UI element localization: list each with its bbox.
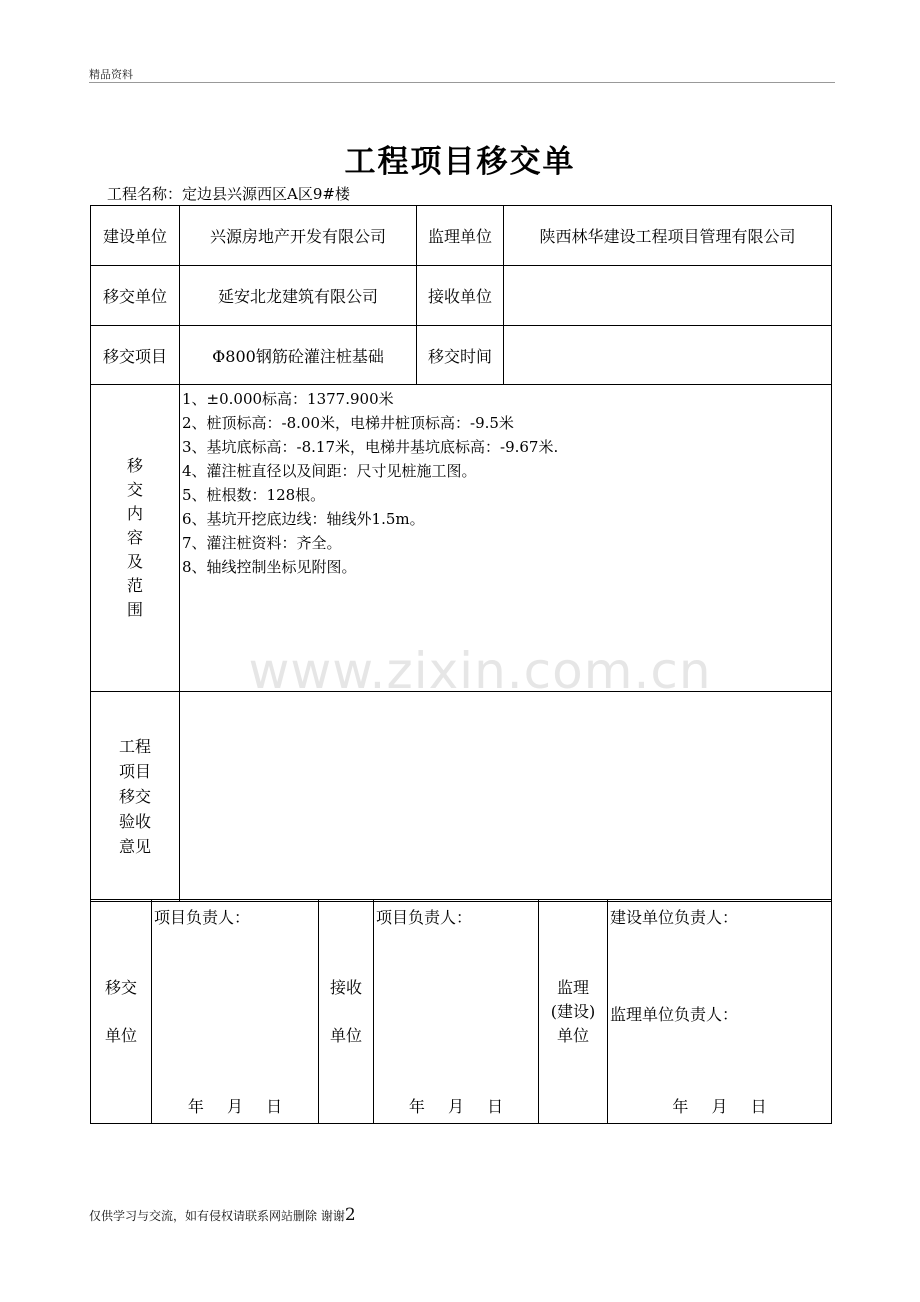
transfer-unit-label: 移交单位 <box>91 266 180 326</box>
supervise-unit-value: 陕西林华建设工程项目管理有限公司 <box>504 206 832 266</box>
signature-table <box>90 899 832 1124</box>
transfer-item-value: Φ800钢筋砼灌注桩基础 <box>180 326 417 385</box>
page-number: 2 <box>344 1205 356 1225</box>
scope-label-char: 容 <box>126 528 143 547</box>
label-line: 单位 <box>329 1025 362 1045</box>
build-unit-value: 兴源房地产开发有限公司 <box>180 206 417 266</box>
supervision-sign-cell <box>608 900 832 1124</box>
date-label: 年 月 日 <box>408 1097 504 1116</box>
table-row <box>91 266 832 326</box>
receive-unit-sign-label <box>319 900 374 1124</box>
footer <box>89 1205 356 1225</box>
table-row <box>91 326 832 385</box>
list-item: 3、基坑底标高：-8.17米，电梯井基坑底标高：-9.67米. <box>182 438 559 456</box>
date-label: 年 月 日 <box>672 1097 767 1116</box>
scope-label <box>91 385 180 692</box>
header-rule <box>89 82 835 83</box>
scope-label-char: 及 <box>126 552 143 571</box>
transfer-unit-value: 延安北龙建筑有限公司 <box>180 266 417 326</box>
scope-label-char: 围 <box>126 600 143 619</box>
receive-unit-label: 接收单位 <box>417 266 504 326</box>
label-line: 单位 <box>104 1025 137 1045</box>
document-title: 工程项目移交单 <box>344 144 576 180</box>
label-line: 单位 <box>556 1025 589 1045</box>
transfer-unit-sign-label <box>91 900 152 1124</box>
transfer-item-label: 移交项目 <box>91 326 180 385</box>
supervision-unit-sign-label <box>539 900 608 1124</box>
project-name: 工程名称：定边县兴源西区A区9#楼 <box>107 185 350 203</box>
label-line: 接收 <box>329 977 362 997</box>
supervise-unit-label: 监理单位 <box>417 206 504 266</box>
responsible-label: 项目负责人： <box>376 908 473 927</box>
scope-label-char: 内 <box>126 504 143 523</box>
list-item: 6、基坑开挖底边线：轴线外1.5m。 <box>182 510 425 528</box>
list-item: 8、轴线控制坐标见附图。 <box>182 558 357 576</box>
scope-label-char: 交 <box>126 480 143 499</box>
opinion-label <box>91 692 180 902</box>
table-row <box>91 692 832 902</box>
build-unit-label: 建设单位 <box>91 206 180 266</box>
label-line: 监理 <box>556 977 589 997</box>
receive-sign-cell <box>374 900 539 1124</box>
table-row <box>91 206 832 266</box>
opinion-label-line: 移交 <box>118 787 151 806</box>
receive-unit-value <box>504 266 832 326</box>
opinion-label-line: 验收 <box>118 812 151 831</box>
list-item: 4、灌注桩直径以及间距：尺寸见桩施工图。 <box>182 462 477 480</box>
label-line: (建设) <box>550 1001 596 1021</box>
opinion-label-line: 意见 <box>118 837 151 856</box>
list-item: 1、±0.000标高：1377.900米 <box>182 390 394 408</box>
list-item: 7、灌注桩资料：齐全。 <box>182 534 342 552</box>
build-responsible-label: 建设单位负责人： <box>610 908 739 927</box>
supervise-responsible-label: 监理单位负责人： <box>610 1005 739 1024</box>
table-row <box>91 900 832 1124</box>
transfer-time-value <box>504 326 832 385</box>
scope-label-char: 范 <box>126 576 143 595</box>
transfer-form-table <box>90 205 832 902</box>
label-line: 移交 <box>104 977 137 997</box>
transfer-sign-cell <box>152 900 319 1124</box>
header-label: 精品资料 <box>89 68 133 81</box>
opinion-label-line: 工程 <box>118 737 151 756</box>
date-label: 年 月 日 <box>187 1097 283 1116</box>
responsible-label: 项目负责人： <box>154 908 251 927</box>
list-item: 2、桩顶标高：-8.00米，电梯井桩顶标高：-9.5米 <box>182 414 514 432</box>
transfer-time-label: 移交时间 <box>417 326 504 385</box>
scope-label-char: 移 <box>126 456 143 475</box>
opinion-content <box>180 692 832 902</box>
opinion-label-line: 项目 <box>118 762 151 781</box>
footer-text: 仅供学习与交流，如有侵权请联系网站删除 谢谢 <box>89 1209 345 1223</box>
list-item: 5、桩根数：128根。 <box>182 486 326 504</box>
watermark-text: www.zixin.com.cn <box>248 642 712 700</box>
